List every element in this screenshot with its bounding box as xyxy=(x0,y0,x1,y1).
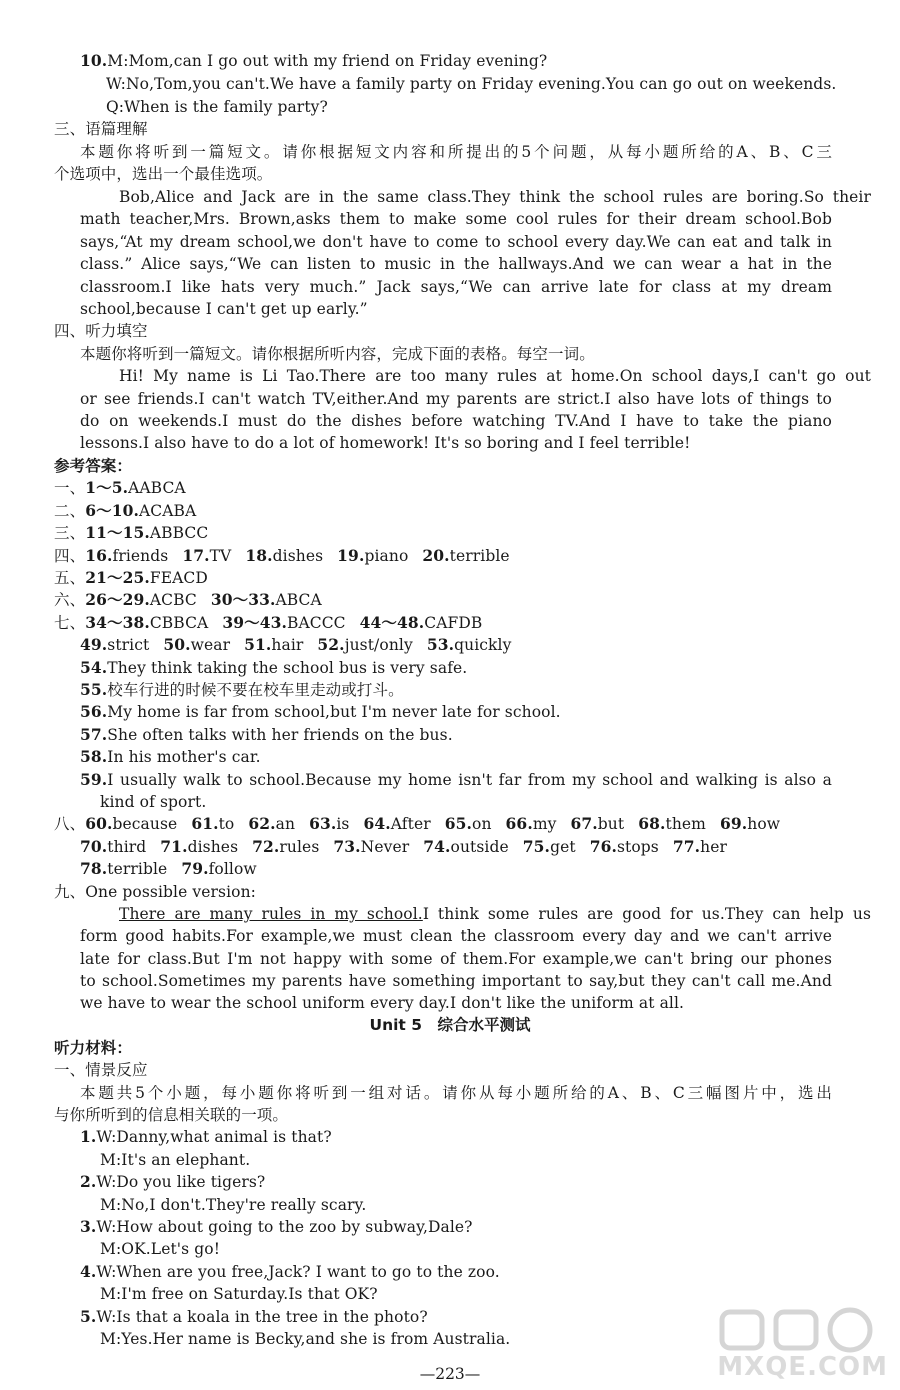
answer-value: an xyxy=(275,815,296,833)
text-line xyxy=(0,746,900,768)
answer-value: rules xyxy=(279,838,320,856)
answer-value: third xyxy=(107,838,147,856)
answer-number: 53. xyxy=(426,635,455,654)
answer-range: 21～25. xyxy=(85,568,150,587)
answer-value: piano xyxy=(364,547,409,565)
answer-item xyxy=(590,838,659,856)
answer-number: 73. xyxy=(333,837,361,856)
line-text: M:No,I don't.They're really scary. xyxy=(100,1196,367,1214)
text-line xyxy=(0,813,900,835)
answer-number: 69. xyxy=(719,814,748,833)
text-line xyxy=(0,522,900,544)
answer-value: ACABA xyxy=(138,502,197,520)
answer-item xyxy=(506,815,557,833)
line-text: I think some rules are good for us.They can help us xyxy=(422,905,871,923)
answer-number: 67. xyxy=(570,814,598,833)
answer-value: stops xyxy=(616,838,659,856)
answer-number: 76. xyxy=(589,837,617,856)
text-line xyxy=(0,657,900,679)
text-line xyxy=(0,141,832,163)
line-text: 一、 xyxy=(54,479,86,497)
line-text: 本题共5个小题，每小题你将听到一组对话。请你从每小题所给的A、B、C三幅图片中，选出 xyxy=(80,1084,832,1102)
answer-number: 18. xyxy=(245,546,273,565)
answer-value: wear xyxy=(190,636,231,654)
text-line xyxy=(0,343,900,365)
answer-item xyxy=(85,614,208,632)
answer-value: terrible xyxy=(449,547,510,565)
answer-item xyxy=(638,815,706,833)
text-line xyxy=(0,50,900,72)
line-text: 与你所听到的信息相关联的一项。 xyxy=(54,1106,289,1124)
answer-number: 51. xyxy=(244,635,272,654)
answer-number: 78. xyxy=(80,859,108,878)
answer-item xyxy=(360,614,483,632)
line-text: to school.Sometimes my parents have something important to say,but they can't call me.And xyxy=(80,972,832,990)
answer-value: Never xyxy=(360,838,410,856)
line-text: W:No,Tom,you can't.We have a family party on Friday evening.You can go out on weekends. xyxy=(106,75,837,93)
answer-item xyxy=(181,860,256,878)
answer-item xyxy=(252,838,319,856)
line-text: 三、 xyxy=(54,524,86,542)
answer-number: 16. xyxy=(85,546,113,565)
page-number: —223— xyxy=(419,1365,481,1383)
text-line xyxy=(0,1328,900,1350)
item-number: 54. xyxy=(80,658,108,677)
answer-value: follow xyxy=(208,860,257,878)
answer-value: to xyxy=(218,815,235,833)
text-line xyxy=(0,858,900,880)
answer-number: 74. xyxy=(423,837,451,856)
answer-number: 39～43. xyxy=(222,613,287,632)
line-text: 本题你将听到一篇短文。请你根据短文内容和所提出的5个问题，从每小题所给的A、B、C三 xyxy=(80,143,832,161)
item-number: 10. xyxy=(80,51,108,70)
line-text: kind of sport. xyxy=(100,793,207,811)
answer-value: CAFDB xyxy=(424,614,483,632)
answer-item xyxy=(445,815,492,833)
text-line xyxy=(0,1104,900,1126)
answer-item xyxy=(85,547,168,565)
line-text: 九、One possible version: xyxy=(54,883,256,901)
text-line xyxy=(0,96,900,118)
line-text: They think taking the school bus is very safe. xyxy=(107,659,468,677)
answer-value: hair xyxy=(271,636,304,654)
line-text: 听力材料： xyxy=(54,1039,133,1057)
answer-number: 64. xyxy=(363,814,391,833)
text-line xyxy=(0,1194,900,1216)
text-line xyxy=(0,1082,832,1104)
line-text: 一、情景反应 xyxy=(54,1061,148,1079)
line-text: says,“At my dream school,we don't have to come to school every day.We can eat and talk in xyxy=(80,233,832,251)
text-line xyxy=(0,701,900,723)
answer-item xyxy=(245,547,323,565)
answer-value: terrible xyxy=(107,860,168,878)
answer-value: dishes xyxy=(187,838,239,856)
line-text: 本题你将听到一篇短文。请你根据所听内容，完成下面的表格。每空一词。 xyxy=(80,345,595,363)
answer-number: 26～29. xyxy=(85,590,150,609)
answer-item xyxy=(673,838,727,856)
answer-number: 34～38. xyxy=(85,613,150,632)
text-line xyxy=(0,992,900,1014)
answer-value: her xyxy=(700,838,728,856)
answer-item xyxy=(248,815,295,833)
text-line xyxy=(0,1059,900,1081)
text-line xyxy=(0,500,900,522)
answer-value: ABBCC xyxy=(149,524,209,542)
answer-value: friends xyxy=(112,547,169,565)
answer-number: 52. xyxy=(317,635,345,654)
answer-number: 19. xyxy=(337,546,365,565)
line-text: class.” Alice says,“We can listen to music in the hallways.And we can wear a hat in the xyxy=(80,255,832,273)
line-text: M:Yes.Her name is Becky,and she is from Australia. xyxy=(100,1330,511,1348)
answer-value: just/only xyxy=(344,636,413,654)
text-line xyxy=(0,320,900,342)
answer-item xyxy=(720,815,780,833)
answer-value: AABCA xyxy=(128,479,186,497)
text-line xyxy=(0,73,900,95)
line-text: do on weekends.I must do the dishes before watching TV.And I have to take the piano xyxy=(80,412,832,430)
item-number: 56. xyxy=(80,702,108,721)
line-text: My home is far from school,but I'm never late for school. xyxy=(107,703,561,721)
line-text: 四、 xyxy=(54,547,86,565)
text-line xyxy=(0,1037,900,1059)
answer-item xyxy=(211,591,322,609)
answer-value: outside xyxy=(450,838,509,856)
item-number: 1. xyxy=(80,1127,97,1146)
answer-value: strict xyxy=(107,636,150,654)
text-line xyxy=(0,388,832,410)
text-line xyxy=(0,679,900,701)
answer-value: get xyxy=(550,838,576,856)
text-line xyxy=(0,612,900,634)
answer-item xyxy=(333,838,409,856)
item-number: 4. xyxy=(80,1262,97,1281)
watermark-text: MXQE.COM xyxy=(717,1352,888,1382)
answer-item xyxy=(80,636,149,654)
answer-number: 65. xyxy=(444,814,473,833)
answer-item xyxy=(317,636,412,654)
text-line xyxy=(0,455,900,477)
answer-number: 75. xyxy=(522,837,551,856)
text-line xyxy=(0,163,900,185)
answer-item xyxy=(191,815,234,833)
answer-value: how xyxy=(747,815,781,833)
line-text: W:Do you like tigers? xyxy=(96,1173,266,1191)
item-number: 5. xyxy=(80,1307,97,1326)
line-text: 校车行进的时候不要在校车里走动或打斗。 xyxy=(107,681,404,699)
answer-value: BACCC xyxy=(286,614,346,632)
answer-value: TV xyxy=(209,547,232,565)
answer-value: FEACD xyxy=(149,569,208,587)
answer-item xyxy=(85,591,197,609)
answer-value: is xyxy=(336,815,350,833)
line-text: form good habits.For example,we must clean the classroom every day and we can't arrive xyxy=(80,927,832,945)
line-text: 二、 xyxy=(54,502,86,520)
answer-number: 60. xyxy=(85,814,113,833)
answer-number: 44～48. xyxy=(359,613,425,632)
text-line xyxy=(0,118,900,140)
line-text: W:Danny,what animal is that? xyxy=(96,1128,332,1146)
line-text: Q:When is the family party? xyxy=(106,98,328,116)
answer-range: 11～15. xyxy=(85,523,150,542)
answer-value: CBBCA xyxy=(149,614,209,632)
answer-number: 62. xyxy=(248,814,276,833)
answer-item xyxy=(160,838,238,856)
answer-item xyxy=(423,838,509,856)
line-text: 三、语篇理解 xyxy=(54,120,148,138)
answer-number: 17. xyxy=(182,546,210,565)
answer-value: but xyxy=(597,815,625,833)
answer-item xyxy=(363,815,430,833)
answer-item xyxy=(427,636,512,654)
line-text: 参考答案： xyxy=(54,457,133,475)
line-text: Bob,Alice and Jack are in the same class.They think the school rules are boring.So their xyxy=(119,188,871,206)
text-line xyxy=(0,925,832,947)
answer-item xyxy=(182,547,231,565)
answer-value: ACBC xyxy=(149,591,197,609)
item-number: 57. xyxy=(80,725,108,744)
answer-number: 20. xyxy=(422,546,450,565)
text-line xyxy=(0,253,832,275)
line-text: late for class.But I'm not happy with some of them.For example,we can't bring our phones xyxy=(80,950,832,968)
text-line xyxy=(0,1306,900,1328)
line-text: classroom.I like hats very much.” Jack says,“We can arrive late for class at my dream xyxy=(80,278,832,296)
text-line xyxy=(0,298,900,320)
item-number: 59. xyxy=(80,770,108,789)
line-text: school,because I can't get up early.” xyxy=(80,300,368,318)
answer-value: After xyxy=(390,815,431,833)
text-line xyxy=(0,948,832,970)
text-line xyxy=(0,567,900,589)
answer-value: ABCA xyxy=(275,591,322,609)
answer-value: them xyxy=(665,815,706,833)
answer-item xyxy=(222,614,345,632)
line-text: Hi! My name is Li Tao.There are too many rules at home.On school days,I can't go out xyxy=(119,367,871,385)
line-text: M:It's an elephant. xyxy=(100,1151,251,1169)
text-line xyxy=(0,1126,900,1148)
answer-item xyxy=(309,815,349,833)
answer-range: 1～5. xyxy=(85,478,129,497)
answer-value: my xyxy=(532,815,557,833)
line-text: we have to wear the school uniform every day.I don't like the uniform at all. xyxy=(80,994,685,1012)
answer-number: 72. xyxy=(252,837,280,856)
line-text: W:Is that a koala in the tree in the photo? xyxy=(96,1308,428,1326)
answer-item xyxy=(337,547,408,565)
text-line xyxy=(0,836,900,858)
item-number: 3. xyxy=(80,1217,97,1236)
answer-range: 6～10. xyxy=(85,501,139,520)
text-line xyxy=(0,769,832,791)
answer-number: 70. xyxy=(80,837,108,856)
text-line xyxy=(0,1216,900,1238)
answer-item xyxy=(80,838,146,856)
text-line xyxy=(0,545,900,567)
answer-number: 79. xyxy=(181,859,209,878)
line-text: or see friends.I can't watch TV,either.And my parents are strict.I also have lots of things to xyxy=(80,390,832,408)
text-line xyxy=(0,477,900,499)
unit-title: Unit 5 综合水平测试 xyxy=(369,1016,531,1034)
line-text: M:Mom,can I go out with my friend on Friday evening? xyxy=(107,52,548,70)
text-line xyxy=(0,634,900,656)
line-text: 个选项中，选出一个最佳选项。 xyxy=(54,165,273,183)
item-number: 2. xyxy=(80,1172,97,1191)
text-line xyxy=(0,1238,900,1260)
line-text: W:How about going to the zoo by subway,Dale? xyxy=(96,1218,473,1236)
underlined-text: There are many rules in my school. xyxy=(119,905,423,923)
answer-value: because xyxy=(112,815,178,833)
answer-item xyxy=(80,860,167,878)
text-line xyxy=(0,186,871,208)
text-line xyxy=(0,432,900,454)
line-text: 四、听力填空 xyxy=(54,322,148,340)
text-line xyxy=(0,881,900,903)
answer-number: 50. xyxy=(163,635,191,654)
answer-item xyxy=(85,815,177,833)
text-line xyxy=(0,231,832,253)
line-text: M:I'm free on Saturday.Is that OK? xyxy=(100,1285,378,1303)
answer-number: 30～33. xyxy=(210,590,276,609)
line-text: M:OK.Let's go! xyxy=(100,1240,221,1258)
text-line xyxy=(0,903,871,925)
answer-item xyxy=(422,547,509,565)
text-line xyxy=(0,970,832,992)
answer-number: 61. xyxy=(191,814,219,833)
text-line xyxy=(0,208,832,230)
text-line xyxy=(0,365,871,387)
answer-item xyxy=(570,815,624,833)
line-text: She often talks with her friends on the bus. xyxy=(107,726,453,744)
line-text: 六、 xyxy=(54,591,86,609)
text-line xyxy=(0,276,832,298)
line-text: W:When are you free,Jack? I want to go to the zoo. xyxy=(96,1263,500,1281)
answer-number: 68. xyxy=(638,814,666,833)
line-text: 五、 xyxy=(54,569,86,587)
answer-value: quickly xyxy=(454,636,512,654)
item-number: 55. xyxy=(80,680,108,699)
answer-item xyxy=(523,838,576,856)
answer-number: 63. xyxy=(309,814,337,833)
answer-number: 71. xyxy=(160,837,188,856)
answer-value: on xyxy=(472,815,492,833)
line-text: math teacher,Mrs. Brown,asks them to make some cool rules for their dream school.Bob xyxy=(80,210,832,228)
answer-item xyxy=(244,636,303,654)
answer-value: dishes xyxy=(272,547,324,565)
line-text: 八、 xyxy=(54,815,86,833)
text-line xyxy=(0,791,900,813)
text-line xyxy=(0,1171,900,1193)
text-line xyxy=(0,1261,900,1283)
text-line xyxy=(0,1283,900,1305)
text-line xyxy=(0,410,832,432)
text-line xyxy=(0,589,900,611)
answer-item xyxy=(163,636,230,654)
line-text: lessons.I also have to do a lot of homework! It's so boring and I feel terrible! xyxy=(80,434,691,452)
answer-number: 66. xyxy=(505,814,533,833)
line-text: In his mother's car. xyxy=(107,748,261,766)
text-line xyxy=(0,1149,900,1171)
line-text: 七、 xyxy=(54,614,86,632)
answer-number: 77. xyxy=(672,837,701,856)
text-line xyxy=(0,724,900,746)
answer-number: 49. xyxy=(80,635,108,654)
item-number: 58. xyxy=(80,747,108,766)
line-text: I usually walk to school.Because my home isn't far from my school and walking is also a xyxy=(107,771,832,789)
